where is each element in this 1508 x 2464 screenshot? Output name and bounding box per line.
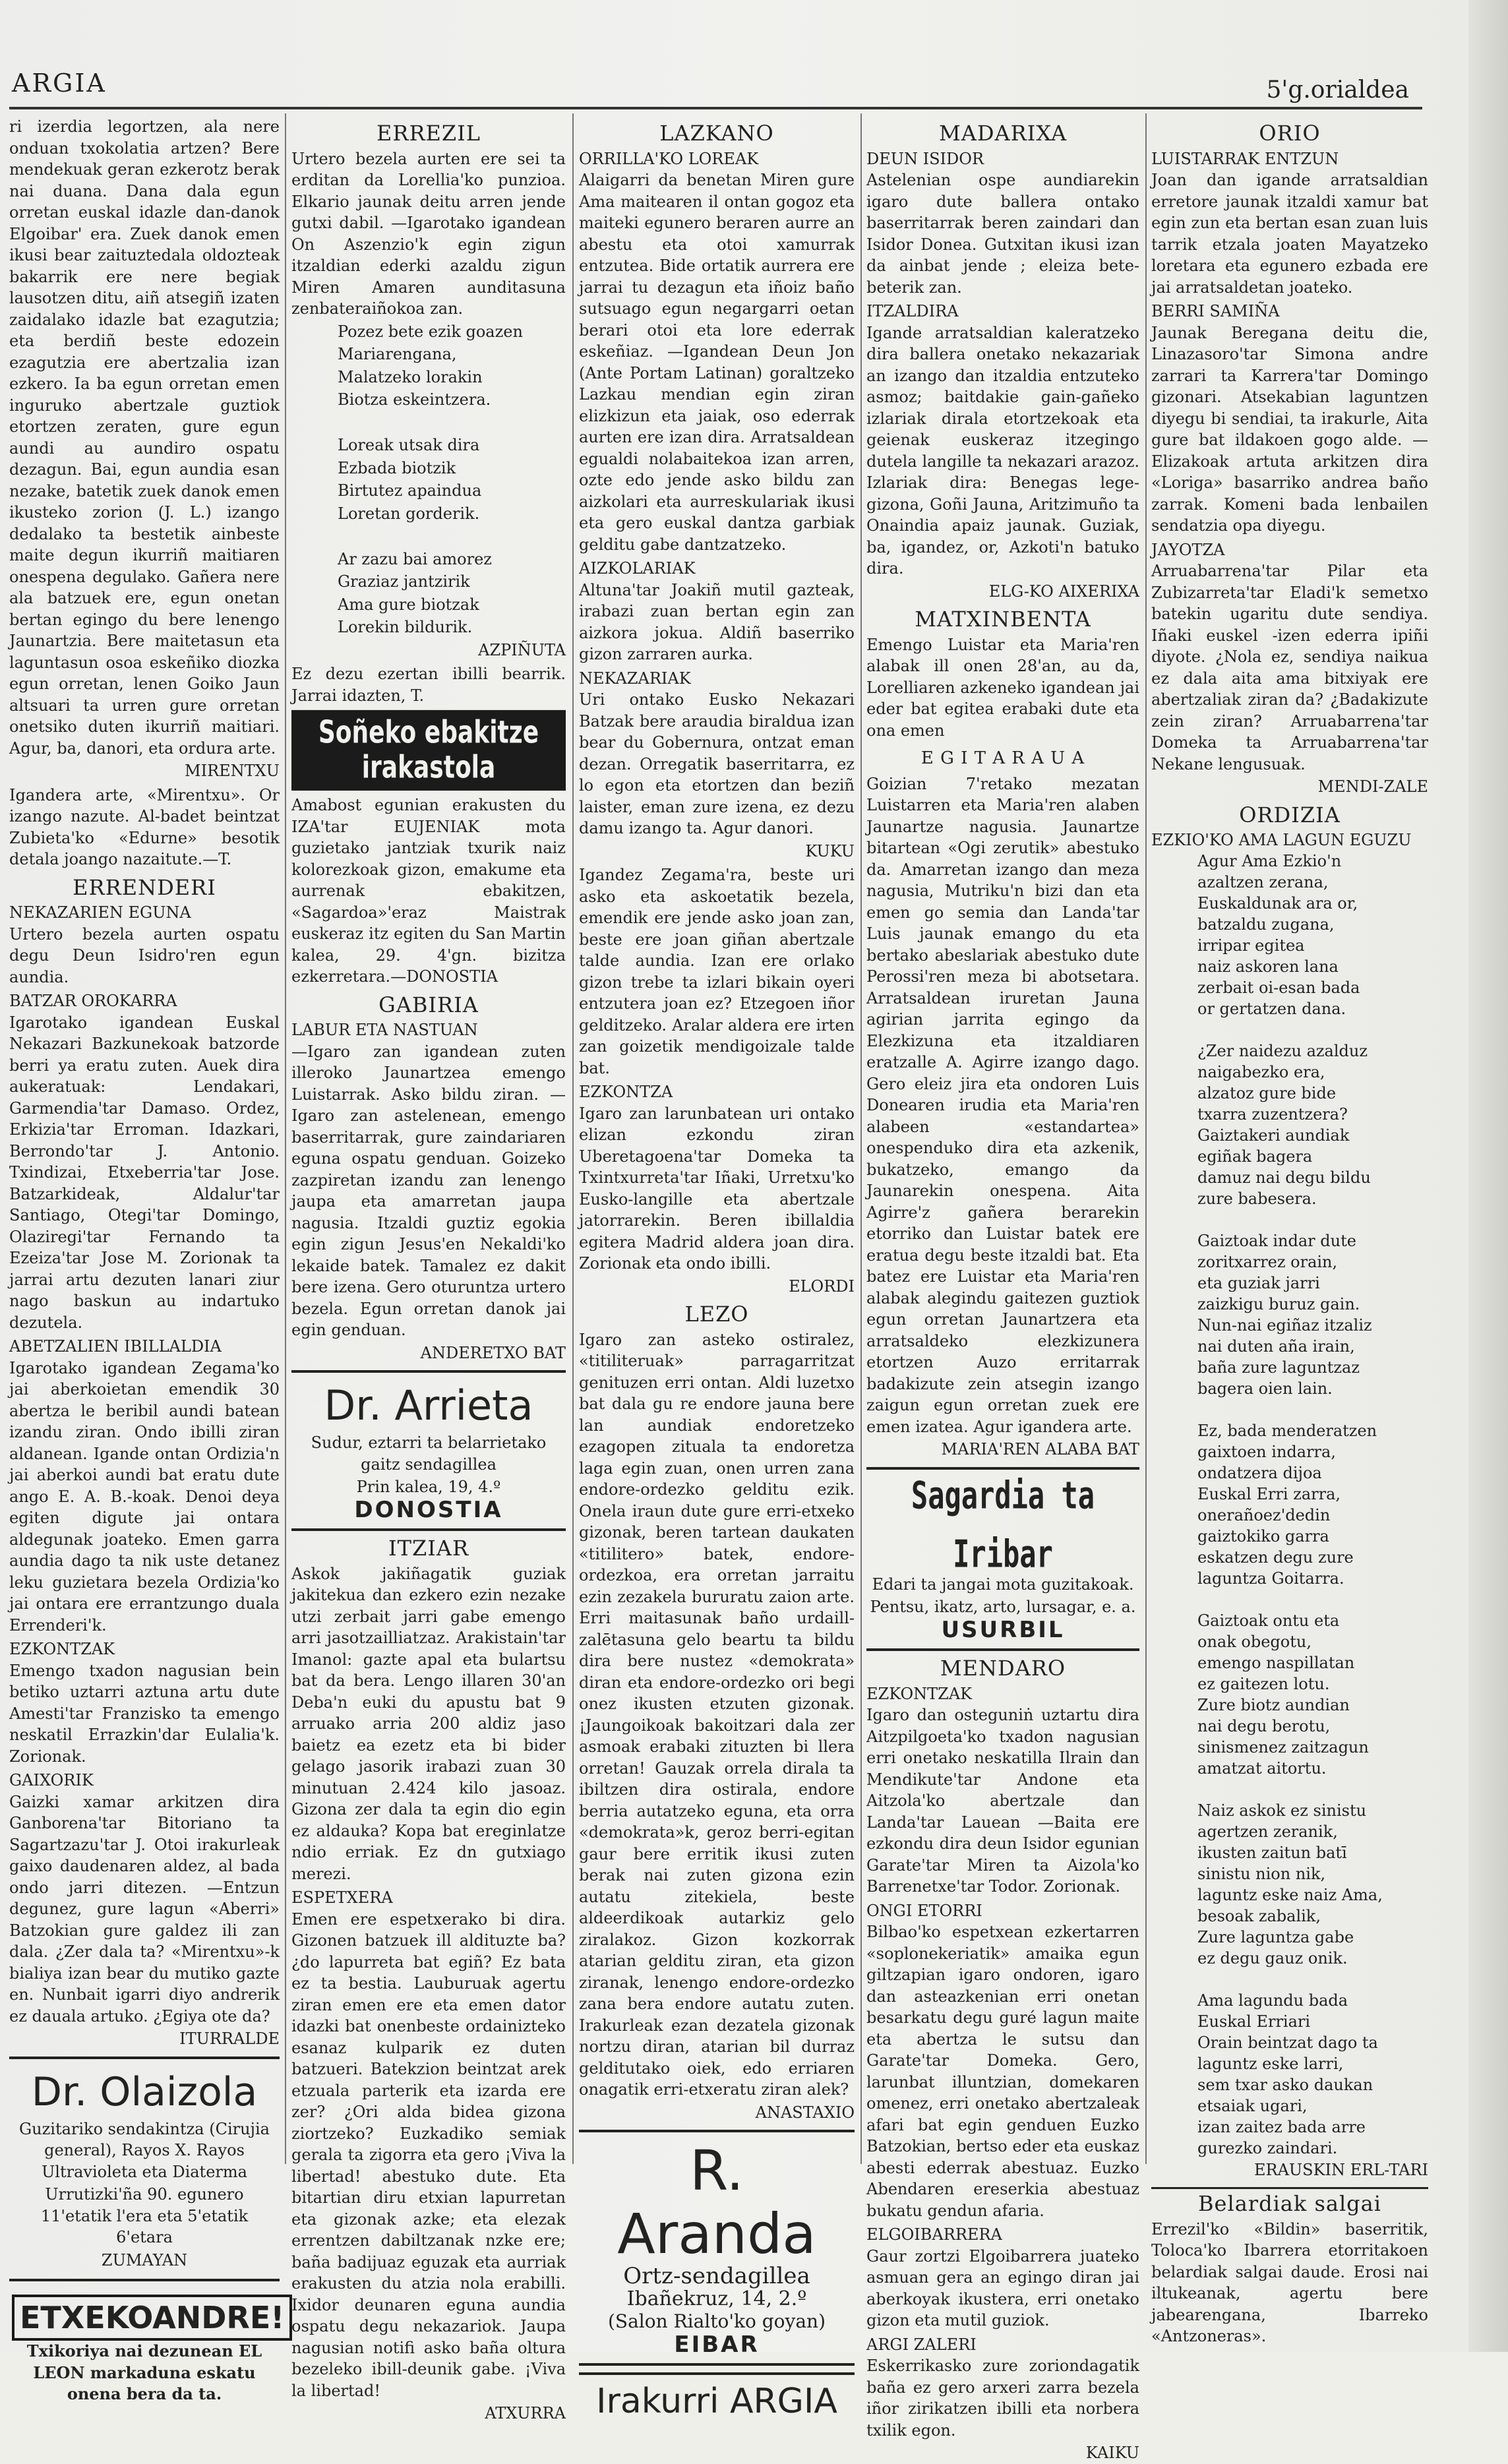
ad-city: EIBAR [674,2331,760,2358]
section-heading: ARGI ZALERI [866,2335,977,2354]
poem-line: Malatzeko lorakin [338,367,483,386]
advertisement-aranda [579,2130,855,2366]
ad-text: Sudur, eztarri ta belarrietako gaitz sendagillea [311,1433,547,1474]
section-heading: NEKAZARIEN EGUNA [9,903,191,922]
poem-line: or gertatzen dana. [1197,999,1346,1018]
poem-line [291,412,566,434]
article-text: Ez dezu ezertan ibilli bearrik. Jarrai idazten, T. [291,665,566,705]
section-heading: ELGOIBARRERA [866,2225,1002,2244]
masthead: ARGIA [12,69,107,98]
page-number: 5'g.orialdea [1266,76,1409,104]
column-3 [579,116,855,2421]
column-divider [285,113,286,2164]
poem-line: laguntza Goitarra. [1197,1569,1344,1588]
ad-address: Urrutizki'ña 90. egunero 11'etatik l'era eta 5'etatik 6'etara [40,2185,249,2246]
column-divider [572,113,574,2164]
section-heading: AIZKOLARIAK [579,559,696,578]
signature: MENDI-ZALE [1317,777,1428,796]
article-text: Emengo Luistar eta Maria'ren alabak ill onen 28'an, au da, Lorelliaren azkeneko igandean jai eder bat egitea erabaki dute eta ona emen [866,635,1139,740]
ad-text: Guzitariko sendakintza (Cirujia general), Rayos X. Rayos Ultravioleta eta Diaterma [19,2119,270,2181]
signature: ANASTAXIO [755,2103,855,2122]
section-heading: LABUR ETA NASTUAN [291,1021,478,1039]
ad-text: Ortz-sendagillea [623,2263,810,2289]
article-text: Gaizki xamar arkitzen dira Ganborena'tar Bitoriano ta Sagartzazu'tar J. Otoi irakurleak gaixo daudenaren aldez, al bada ondo jarri ditezen. —Entzun degunez, gure lagun «Aberri» Batzokian gure galdez ili zan dala. ¿Zer dala ta? «Mirentxu»-k bialiya izan bear du mutiko gazte en. Nunbait igarri diyo andrerik ez dauala artuko. ¿Egiya ote da? [9,1792,280,2026]
ad-city: DONOSTIA [354,1496,503,1523]
poem-line: etsaiak ugari, [1197,2096,1308,2115]
poem-line: Gaiztoak ontu eta [1197,1611,1340,1630]
town-heading: ORDIZIA [1239,802,1341,827]
poem-line: gurezko zaindari. [1197,2138,1338,2157]
poem-line [1151,1210,1428,1230]
article-text: Goizian 7'retako mezatan Luistarren eta Maria'ren alaben Jaunartze nagusia. Jaunartze bitartean «Ogi zerutik» abestuko da. Amarretan izango dan meza nagusia, Mutriku'n bizi dan eta emen go semia dan Landa'tar Luis jaunak emango du eta bertako abeslariak abestuko dute Perossi'ren meza bi abotsetara. Arratsaldean iruretan Jauna agirian jarrita egingo da Elezkizuna eta itzaldiaren eratzalle A. Agirre izango dago. Gero eleiz jira eta ondoren Luis Donearen irudia eta Maria'ren alabeen «estandartea» onespenduko dira eta azkenik, bukatzeko, emango da Jaunarekin onespena. Aita Agirre'z gañera berarekin etorriko dan Luistar batek ere eratua degu beste itzaldi bat. Eta batez ere Luistar eta Maria'ren alabak alegindu gaitezen guztiok egun orretan Jaunartzera eta arratsaldeko elezkizunera etortzen Auzo erritarrak badakizute zein atsegin izango zaigun egun orretan zuek ere emen izatea. Agur igandera arte. [866,774,1139,1436]
poem-line [1151,1590,1428,1609]
article-text: Arruabarrena'tar Pilar eta Zubizarreta'tar Eladi'k semetxo batekin ugaritu dute sendiya. Iñaki euskel -izen ederra ipiñi diyote. ¿Nola ez, sendiya naikua ez dala aita ama bitxiyak ere abertzaliak ziran da? ¿Badakizute zein ziran? Arruabarrena'tar Domeka ta Arruabarrena'tar Nekane lengusuak. [1151,562,1428,773]
poem-line [1151,1969,1428,1989]
poem-line: sem txar asko daukan [1197,2075,1373,2094]
town-heading: ERREZIL [376,121,481,146]
ad-title: R. Aranda [617,2138,816,2266]
article-text: Uri ontako Eusko Nekazari Batzak bere araudia biraldua izan bear du Gobernura, ontzat eman dezan. Orregatik baserritarra, ez lo egon eta etortzen dan beziñ laister, eman zure izena, ez dezu damu izango ta. Agur danori. [579,690,855,837]
article-text: Astelenian ospe aundiarekin igaro dute ballera ontako baserritarrak beren zaindari dan Isidor Donea. Gutxitan ikusi izan da ainbat jende ; eleiza bete-beterik zan. [866,171,1139,297]
footer-text: Irakurri ARGIA [596,2382,837,2421]
poem-line: nai degu berotu, [1197,1716,1331,1735]
poem [291,321,566,638]
poem-line: Lorekin bildurik. [338,618,473,636]
poem-line [1151,1400,1428,1420]
section-heading: EZKONTZAK [9,1640,115,1658]
poem-line: izan zaitez bada arre [1197,2117,1366,2136]
advertisement-sagardia [866,1467,1139,1652]
signature: MARIA'REN ALABA BAT [941,1440,1139,1458]
poem-line: ez gaitezen lotu. [1197,1674,1330,1693]
poem-line [1151,1780,1428,1799]
footer-banner [579,2372,855,2428]
column-divider [1145,113,1147,2164]
poem-line: Pozez bete ezik goazen [338,322,523,341]
poem-line: amatzat aitortu. [1197,1758,1327,1778]
poem-line: Euskal Erriari [1197,2012,1311,2031]
ad-text: Edari ta jangai mota guzitakoak. [872,1575,1134,1594]
signature: AZPIÑUTA [478,640,566,659]
section-heading: EZKONTZA [579,1083,673,1101]
poem-line: batzaldu zugana, [1197,915,1335,934]
article-text: Urtero bezela aurten ospatu degu Deun Isidro'ren egun aundia. [9,924,280,986]
ad-address-detail: (Salon Rialto'ko goyan) [607,2310,826,2332]
poem-line: gaixtoen indarra, [1197,1442,1336,1461]
signature: ANDERETXO BAT [420,1343,566,1362]
article-text: —Igaro zan igandean zuten illeroko Jaunartzea emengo Luistarrak. Asko bildu ziran. —Igaro zan astelenean, emengo baserritarrak, gure zaindariaren eguna ospatu genduan. Goizeko zazpiretan izandu zan lenengo jaupa eta amarretan jaupa nagusia. Itzaldi guztiz egokia egin zigun Jesus'en Nekaldi'ko lekaide batek. Tamalez ez dakit bere izena. Gero oturuntza urtero bezela. Egun orretan danok jai egin genduan. [291,1042,566,1339]
poem-line [291,526,566,547]
town-heading: MADARIXA [938,121,1068,146]
poem-line: eta guziak jarri [1197,1273,1320,1292]
poem-line: agertzen zeranik, [1197,1822,1338,1841]
poem-line: Orain beintzat dago ta [1197,2033,1378,2052]
signature: ATXURRA [485,2404,566,2422]
poem-line: naiz askoren lana [1197,957,1339,976]
section-heading: ESPETXERA [291,1888,393,1907]
section-heading: EZKIO'KO AMA LAGUN EGUZU [1151,831,1412,849]
town-heading: MENDARO [940,1656,1066,1681]
article-text: Amabost egunian erakusten du IZA'tar EUJENIAK mota guzietako jantziak txurik naiz kolorezkoak gizon, emakume eta aurrenak ebakitzen, «Sagardoa»'eraz Maistrak euskeraz itz egiten du San Martin kalea, 29. 4'gn. bizitza ezkerretara.—DONOSTIA [291,796,566,986]
poem-line: Zure laguntza gabe [1197,1927,1354,1946]
article-text: Igaro dan osteguniṅ uztartu dira Aitzpilgoeta'ko txadon nagusian erri onetako neskatilla Ilrain dan Mendikute'tar Andone eta Aitzola'ko abertzale dan Landa'tar Lauean —Baita ere ezkondu dira deun Isidor egunian Garate'tar Miren ta Aizola'ko Barrenetxe'tar Todor. Zorionak. [866,1706,1139,1896]
article-text: Igande arratsaldian kaleratzeko dira ballera onetako nekazariak an izango dan itzaldia entzuteko asmoz; baitdakie gain-gañeko izlariak dirala etortzekoak eta geienak euskeraz itzegingo dutela langille ta nekazari arazoz. Izlariak dira: Benegas lege-gizona, Goñi Jauna, Aritzimuño ta Onaindia apaiz jaunak. Guziak, ba, igandez, or, Azkoti'n batuko dira. [866,323,1139,578]
section-heading: ONGI ETORRI [866,1901,982,1920]
town-heading: MATXINBENTA [915,607,1091,632]
section-heading: GAIXORIK [9,1771,94,1789]
poem-line: Loreak utsak dira [338,436,480,454]
poem-line: Euskaldunak ara or, [1197,893,1358,913]
signature: ITURRALDE [179,2029,280,2048]
article-text: Eskerrikasko zure zoriondagatik baña ez gero arxeri zarra bezela iñor zirikatzen ibilli eta norbera txilik egon. [866,2357,1139,2440]
poem-line: sinistu nion nik, [1197,1864,1326,1883]
ad-address: Pentsu, ikatz, arto, lursagar, e. a. [870,1598,1136,1616]
section-heading: BATZAR OROKARRA [9,992,177,1010]
signature: ELORDI [789,1277,855,1296]
section-heading: EZKONTZAK [866,1684,973,1703]
poem-line: Loretan gorderik. [338,504,480,523]
ad-title: Dr. Arrieta [324,1381,533,1429]
advertisement-etxekoandre [9,2288,285,2413]
ad-city: USURBIL [941,1616,1065,1643]
section-heading: NEKAZARIAK [579,669,691,688]
signature: ERAUSKIN ERL-TARI [1254,2160,1428,2179]
poem-line [1151,1020,1428,1040]
article-text: Igandera arte, «Mirentxu». Or izango nazute. Al-badet beintzat Zubieta'ko «Edurne» besotik detala joango nazaitute.—T. [9,785,280,868]
poem-line: azaltzen zerana, [1197,872,1329,891]
town-heading: LEZO [684,1302,749,1327]
article-text: Emen ere espetxerako bi dira. Gizonen batzuek ill aldituzte ba? ¿do lapurreta bat egiñ? Ez bata ez ta bestia. Lauburuak agertu ziran emen ere eta emen dator idazki bat onenbeste ordainizteko esanaz kulparik ez duten batzueri. Batekzion beintzat arek etzuala parterik eta izarda ere zer? ¿Ori alda bidea gizona ziortzeko? Euzkadiko semiak gerala ta zigorra eta gero ¡Viva la libertad! abestuko dute. Eta bitartian diru etxian lapurretan eta gizonak azke; eta elezak errentzen dabiltzanak nzke ere; baña badijuaz eguzak eta aurriak erakusten du atzia nola erabilli. Ixidor deunaren eguna aundia ospatu degu nekazariok. Jaupa nagusian notifi asko baña oltura bezeleko ibill-deunik gabe. ¡Viva la libertad! [291,1909,566,2400]
page-edge [1468,0,1508,2352]
column-5 [1151,116,1428,2345]
section-heading: ORRILLA'KO LOREAK [579,149,759,168]
poem-line: nai duten aña irain, [1197,1337,1355,1356]
advertisement-sonek [291,713,566,788]
poem-line: ondatzera dijoa [1197,1463,1322,1482]
poem-line: ez degu gauz onik. [1197,1948,1348,1968]
poem-line: laguntz eske naiz Ama, [1197,1885,1383,1904]
town-heading: ORIO [1259,121,1321,146]
poem-line: eskatzen degu zure [1197,1548,1354,1567]
column-2 [291,116,566,2422]
ad-address: Prin kalea, 19, 4.º [356,1478,501,1496]
poem-line: Agur Ama Ezkio'n [1197,851,1342,870]
article-text: Gaur zortzi Elgoibarrera juateko asmuan gera an egingo diran jai aberkoyak ikustera, erri onetako gizon eta mutil guziok. [866,2246,1139,2329]
poem-line: zaizkigu buruz gain. [1197,1294,1360,1313]
article-text: ri izerdia legortzen, ala nere onduan txokolatia artzen? Bere mendekuak geran ezkerotz berak nai duana. Dana dala egun orretan euskal idazle dan-danok Elgoibar' era. Zuek danok emen ikusi bear zaituztedala oldozteak bakarrik ere nere begiak lausotzen ditu, aiñ atsegiñ izaten zaidalako idazle bat ezagutzia; eta berdiñ beste edozein ezagutzia ere abertzalia izan ezkero. Ia ba egun orretan emen inguruko abertzale guztiok etortzen zeraten, gure egun aundi au aundiro ospatu dezagun. Bai, egun aundia esan nezake, batetik zuek danok emen ikusteko zorion (J. L.) izango dedalako ta bestetik ainbeste maite degun ikurriñ maitiaren onespena degulako. Gañera nere ala batzuek ere, egun onetan bertan egingo du bere lenengo Jaunartzia. Bere maitetasun eta laguntasun osoa eskeñiko diozka egun orretan, lenen Goiko Jaun altsuari ta urren gure orretan onetsiko duten ikurriñ maitiari. Agur, ba, danori, eta ordura arte. [9,117,280,758]
article-text: Igarotako igandean Euskal Nekazari Bazkunekoak batzorde berri ya eratu zuten. Auek dira aukeratuak: Lendakari, Garmendia'tar Damaso. Ordez, Erkizia'tar Erroman. Idazkari, Berrondo'tar J. Antonio. Txindizai, Etxeberria'tar Jose. Batzarkideak, Aldalur'tar Santiago, Otegi'tar Domingo, Olaziregi'tar Fernando ta Ezeiza'tar Jose M. Zorionak ta jarrai artu dezuten lanari ziur nago baskun au indartuko dezutela. [9,1013,280,1332]
poem-line: damuz nai degu bildu [1197,1168,1371,1187]
poem-line: baña zure laguntzaz [1197,1358,1360,1377]
poem-line: zoritxarrez orain, [1197,1252,1338,1271]
ad-title: ETXEKOANDRE! [12,2295,292,2341]
poem-line: alzatoz gure bide [1197,1083,1337,1102]
poem-line: Naiz askok ez sinistu [1197,1801,1367,1820]
poem-line: Ez, bada menderatzen [1197,1421,1377,1440]
town-heading: Belardiak salgai [1151,2187,1428,2215]
poem-line: laguntz eske larri, [1197,2054,1344,2073]
ad-city: ZUMAYAN [101,2250,188,2269]
poem-line: Birtutez apaindua [338,481,482,500]
poem-line: egiñak bagera [1197,1147,1313,1166]
poem-line: txarra zuzentzera? [1197,1104,1348,1124]
town-heading: GABIRIA [378,992,479,1017]
article-text: Bilbao'ko espetxean ezkertarren «soplonekeriatik» amaika egun giltzapian igaro ondoren, igaro dan asteazkenian erri onetan besarkatu degu guré lagun maite eta abertza le sutsu dan Garate'tar Domeka. Gero, larunbat illuntzian, domekaren omenez, erri onetako abertzaleak afari bat egin genduen Euzko Batzokian, bertso eder eta euskaz abesti ederrak abestuaz. Euzko Abendaren ereserkia abestuaz bukatu gendun afaria. [866,1923,1139,2220]
article-text: Igarotako igandean Zegama'ko jai aberkoietan emendik 30 abertza le beribil aundi batean izandu ziran. Ondo ibilli ziran aldanean. Igande ontan Ordizia'n jai aberkoi aundi bat eratu dute ango E. A. B.-koak. Denoi deya egiten digute jai ontara aldegunak joateko. Emen garra aundia dago ta nik uste detanez leku guzietara bezela Ordizia'ko jai ontara ere errantzungo duala Errenderi'k. [9,1358,280,1635]
column-4 [866,116,1139,2462]
ad-title: Soñeko ebakitze irakastola [291,710,566,791]
article-text: Errezil'ko «Bildin» baserritik, Toloca'ko Ibarrera etorritakoen belardiak salgai daude. Erosi nai iltukeanak, agertu bere jabearengana, Ibarreko «Antzoneras». [1151,2219,1428,2345]
ad-address: Ibañekruz, 14, 2.º [626,2287,807,2310]
poem-line: besoak zabalik, [1197,1906,1321,1925]
article-text: Askok jakiñagatik guziak jakitekua dan ezkero ezin nezake utzi zerbait jarri gabe emengo arri jasotzailliatzaz. Arakistain'tar Imanol: gazte apal eta bulartsu bat da bera. Lengo illaren 30'an Deba'n euki du apustu bat 9 arruako arria 200 aldiz jaso baietz ea ezetz eta bi bider gelago jasorik irabazi zuan 30 minutuan 2.424 kilo jasoaz. Gizona zer dala ta egin dio egin ez aldauka? Kopa bat ereginlatze ndio erriak. Ez dn gutxiago merezi. [291,1564,566,1883]
poem-line: naigabezko era, [1197,1062,1325,1081]
section-heading: DEUN ISIDOR [866,149,984,168]
poem-line: onak obegotu, [1197,1632,1312,1651]
ad-title: Sagardia ta Iribar [911,1473,1095,1576]
article-text: Igaro zan asteko ostiralez, «titiliteruak» parragarritzat genituzen erri ontan. Aldi luzetxo bat dala gu re endore jauna bere lan aundiak endoretzeko ezagopen zituala ta endoretza laga egin zuan, onen urren zana endore-ordezko gelditu ezik. Onela iraun dute gure erri-etxeko gizonak, beren tartean daukaten «titilitero» batek, endore-ordezkoa, era orretan jarraitu ezin zezakela bururatu zaion arte. Erri maitasunak baño urdaill-zalētasuna gelo beartu ta bildu dira bere nustez «demokrata» diran eta endore-ordezko ori begi onez ikusten etzuten gizonak. ¡Jaungoikoak bakoitzari dala zer asmoak erabaki zituzten bi llera orretan! Gauzak orrela dirala ta ibiltzen dira ostirala, endore berria autatzeko eguna, eta orra «demokrata»k, geroz berri-egitan gaur bere erritik ikusi zuten berak nai zuten gizona ezin autatu zitekiela, beste aldeerdikoak autarkiz gelo ziralakoz. Gizon kozkorrak atarian gelditu ziran, eta gizon ziranak, lenengo endore-ordezko zana bera endore autatu zuten. Irakurleak ezan dezatela gizonak nortzu diran, atarian bil durraz gelditutako oiek, edo erriaren onagatik erri-etxeratu ziran alek? [579,1330,855,2099]
article-text: Igaro zan larunbatean uri ontako elizan ezkondu ziran Uberetagoena'tar Domeka ta Txintxurreta'tar Iñaki, Urretxu'ko Eusko-langille eta abertzale jatorrarekin. Beren ibillaldia egitera Madrid aldera joan dira. Zorionak eta ondo ibilli. [579,1104,855,1273]
town-heading: ERRENDERI [73,874,216,900]
poem-line: Ar zazu bai amorez [338,549,492,568]
column-divider [860,113,862,2164]
article-text: Igandez Zegama'ra, beste uri asko eta askoetatik bezela, emendik ere jende asko joan zan, beste ere joan giñan abertzale talde aundia. Izan ere orlako gizon trebe ta izlari bikain oyeri entzutera joan ez? Etzegoen iñor gelditzeko. Aralar aldera ere irten zan goizetik mendigoizale talde bat. [579,866,855,1077]
poem-line: zure babesera. [1197,1189,1317,1208]
article-text: Jaunak Beregana deitu die, Linazasoro'tar Simona andre zarrari ta Karrera'tar Domingo gizonari. Atsekabian laguntzen diyegu bi sendiai, ta irakurle, Aita gure bat ildakoen gogo alde. —Elizakoak artuta arkitzen dira «Loriga» basarriko andrea baño zarrak. Komeni bada lenbailen sendatzia opa diyegu. [1151,323,1428,535]
poem-line: irripar egitea [1197,936,1305,955]
poem [1151,851,1428,2158]
signature: KUKU [805,841,855,860]
article-text: Joan dan igande arratsaldian erretore jaunak itzaldi xamur bat egin zun eta bertan esan zuan luis tarrik etzala joaten Mayatzeko loretara eta egunero ezbada ere jai arratsaldetan joateko. [1151,171,1428,297]
poem-line: onerañoez'dedin [1197,1505,1331,1524]
poem-line: zerbait oi-esan bada [1197,978,1360,997]
poem-line: ikusten zaitun batī [1197,1843,1347,1862]
ad-title: Dr. Olaizola [31,2068,258,2115]
advertisement-arrieta [291,1370,566,1531]
town-heading: ITZIAR [388,1536,469,1561]
section-heading: JAYOTZA [1151,540,1225,559]
poem-line: Ezbada biotzik [338,458,456,477]
poem-line: sinismenez zaitzagun [1197,1737,1369,1757]
poem-line: bagera oien lain. [1197,1379,1333,1398]
poem-line: gaiztokiko garra [1197,1526,1329,1546]
ad-text: Txikoriya nai dezunean EL LEON markaduna eskatu onena bera da ta. [26,2341,262,2403]
town-heading: LAZKANO [659,121,774,146]
article-text: Alaigarri da benetan Miren gure Ama maitearen il ontan gogoz eta maiteki egunero beraren aurre an abestu eta otoi xamurrak entzutea. Bide ortatik aurrera ere jarrai tu dezagun eta iñoiz baño sutsuago egun negargarri oetan berari otoi eta lore ederrak eskeñiaz. —Igandean Deun Jon (Ante Portam Latinan) goraltzeko Lazkau mendian egin ziran elizkizun eta jaiak, oso ederrak aurten ere izan dira. Arratsaldean egualdi nolabaitekoa izan arren, ozte edo jende asko bildu zan aizkolari eta aurreskulariak ikusi eta gero euskal dantza garbiak gelditu gabe dantzatzeko. [579,171,855,554]
section-heading: BERRI SAMIÑA [1151,302,1280,320]
poem-line: Euskal Erri zarra, [1197,1484,1341,1503]
poem-line: Gaiztakeri aundiak [1197,1126,1350,1145]
article-text: Emengo txadon nagusian bein betiko uztarri aztuna artu dute Amesti'tar Franzisko ta emengo neskatil Errazkin'dar Eulalia'k. Zorionak. [9,1661,280,1766]
article-text: Altuna'tar Joakiñ mutil gazteak, irabazi zuan bertan egin zan aizkora jokua. Aldiñ baserriko gizon zarraren aurka. [579,580,855,663]
section-heading: ABETZALIEN IBILLALDIA [9,1337,222,1356]
signature: MIRENTXU [185,762,280,780]
poem-line: Ama lagundu bada [1197,1991,1348,2010]
poem-line: Ama gure biotzak [338,595,479,614]
section-heading: ITZALDIRA [866,302,959,320]
poem-line: Graziaz jantzirik [338,572,470,591]
article-text: Urtero bezela aurten ere sei ta erditan da Lorellia'ko punzioa. Elkario jaunak deitu arren jende gutxi dabil. —Igarotako igandean On Aszenzio'k egin zigun itzaldian ederki azaldu zigun Miren Amaren aunditasuna zenbateraiñokoa zan. [291,149,566,318]
column-1 [9,116,285,2403]
poem-line: Mariarengana, [338,345,457,363]
signature: ELG-KO AIXERIXA [988,582,1139,601]
signature: KAIKU [1085,2444,1139,2462]
advertisement-olaizola [9,2057,280,2282]
poem-line: Gaiztoak indar dute [1197,1231,1356,1250]
poem-line: Biotza eskeintzera. [338,390,491,409]
poem-line: Zure biotz aundian [1197,1695,1350,1714]
section-heading: LUISTARRAK ENTZUN [1151,149,1339,168]
poem-line: ¿Zer naidezu azalduz [1197,1041,1368,1060]
poem-line: emengo naspillatan [1197,1653,1355,1672]
header-rule [9,107,1422,109]
poem-line: Nun-nai egiñaz itzaliz [1197,1315,1372,1335]
program-heading: E G I T A R A U A [920,748,1085,768]
